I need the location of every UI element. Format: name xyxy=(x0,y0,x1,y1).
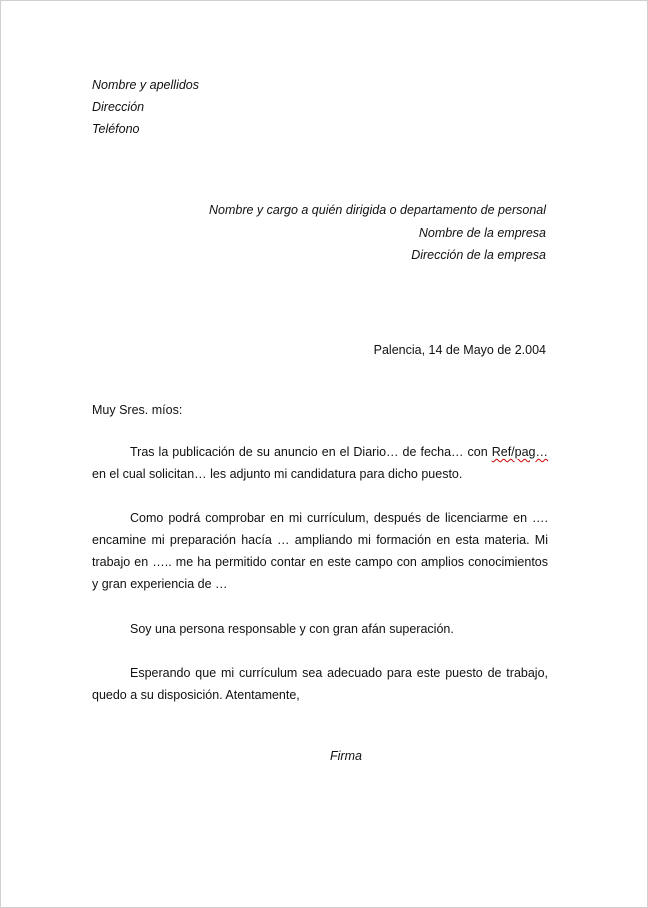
paragraph-1-text-end: en el cual solicitan… les adjunto mi candidatura para dicho puesto. xyxy=(92,467,463,481)
paragraph-1-text-start: Tras la publicación de su anuncio en el Diario… de fecha… con xyxy=(130,445,492,459)
paragraph-3-text: Soy una persona responsable y con gran afán superación. xyxy=(130,622,454,636)
salutation: Muy Sres. míos: xyxy=(92,403,183,417)
recipient-line-3: Dirección de la empresa xyxy=(411,248,546,262)
paragraph-4-text: Esperando que mi currículum sea adecuado para este puesto de trabajo, quedo a su disposición. Atentamente, xyxy=(92,666,548,702)
place-date: Palencia, 14 de Mayo de 2.004 xyxy=(373,343,546,357)
paragraph-4 xyxy=(92,662,548,706)
recipient-line-1: Nombre y cargo a quién dirigida o departamento de personal xyxy=(208,203,546,217)
recipient-line-2: Nombre de la empresa xyxy=(418,226,546,240)
paragraph-1-ref-spellcheck: Ref/pag… xyxy=(491,445,548,459)
paragraph-1 xyxy=(92,441,548,485)
signature-label: Firma xyxy=(330,749,362,763)
paragraph-2 xyxy=(92,507,548,595)
sender-address: Dirección xyxy=(92,100,145,114)
sender-name: Nombre y apellidos xyxy=(92,78,199,92)
paragraph-3 xyxy=(92,618,548,640)
paragraph-2-text: Como podrá comprobar en mi currículum, después de licenciarme en …. encamine mi preparación hacía … ampliando mi formación en esta materia. Mi trabajo en ….. me ha permitido contar en este campo con amplios conocimientos y gran experiencia de … xyxy=(92,511,548,591)
sender-phone: Teléfono xyxy=(92,122,140,136)
